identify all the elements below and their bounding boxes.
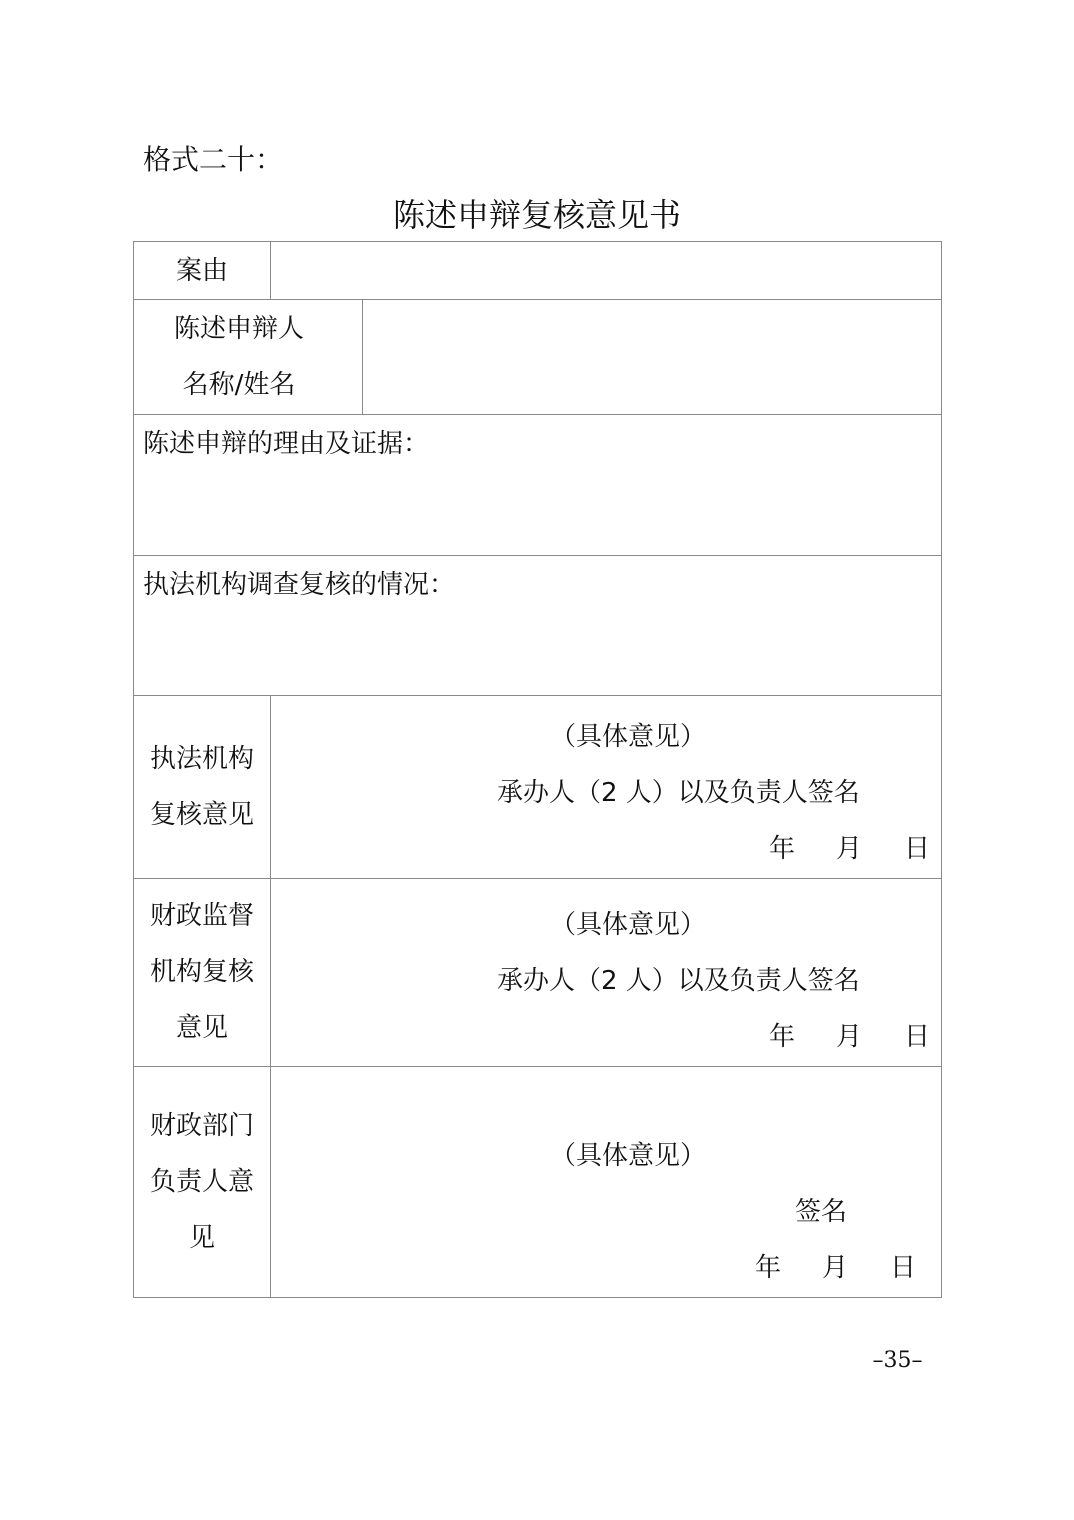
section2-opinion: （具体意见） xyxy=(550,910,707,940)
row-divider xyxy=(133,414,942,415)
section2-date-year: 年 xyxy=(769,1022,796,1052)
investigation-field[interactable] xyxy=(134,611,941,695)
page-number: –35– xyxy=(872,1348,923,1373)
case-reason-label: 案由 xyxy=(175,256,228,286)
applicant-label-line2: 名称/姓名 xyxy=(182,370,296,400)
section2-signature: 承办人（2 人）以及负责人签名 xyxy=(497,966,860,996)
section3-label-line2: 负责人意 xyxy=(149,1167,254,1197)
row-divider xyxy=(133,878,942,879)
reasons-evidence-label: 陈述申辩的理由及证据： xyxy=(143,429,430,459)
section1-label-line2: 复核意见 xyxy=(149,800,254,830)
row-divider xyxy=(133,695,942,696)
section2-label-line1: 财政监督 xyxy=(149,901,254,931)
section1-label-line1: 执法机构 xyxy=(149,744,254,774)
row-divider xyxy=(133,1066,942,1067)
section1-signature: 承办人（2 人）以及负责人签名 xyxy=(497,778,860,808)
section3-opinion: （具体意见） xyxy=(550,1141,707,1171)
section2-label-line3: 意见 xyxy=(175,1013,228,1043)
document-title: 陈述申辩复核意见书 xyxy=(392,196,681,234)
table-border-right xyxy=(941,241,942,1298)
format-label: 格式二十： xyxy=(143,143,284,176)
section1-opinion: （具体意见） xyxy=(550,722,707,752)
section2-date-month: 月 xyxy=(836,1022,863,1052)
table-border-bottom xyxy=(133,1297,942,1298)
section2-label-line2: 机构复核 xyxy=(149,957,254,987)
section1-date-year: 年 xyxy=(769,834,796,864)
investigation-label: 执法机构调查复核的情况： xyxy=(143,570,456,600)
section3-date-day: 日 xyxy=(890,1253,917,1283)
applicant-name-field[interactable] xyxy=(363,300,941,414)
col-divider xyxy=(270,695,271,1297)
section3-date-month: 月 xyxy=(822,1253,849,1283)
section2-date-day: 日 xyxy=(904,1022,931,1052)
section3-date-year: 年 xyxy=(755,1253,782,1283)
row-divider xyxy=(133,555,942,556)
section1-date-month: 月 xyxy=(836,834,863,864)
section3-signature: 签名 xyxy=(795,1197,848,1227)
reasons-evidence-field[interactable] xyxy=(134,470,941,554)
section3-label-line1: 财政部门 xyxy=(149,1111,254,1141)
section3-label-line3: 见 xyxy=(188,1223,215,1253)
case-reason-field[interactable] xyxy=(271,242,941,299)
applicant-label-line1: 陈述申辩人 xyxy=(173,314,304,344)
section1-date-day: 日 xyxy=(904,834,931,864)
